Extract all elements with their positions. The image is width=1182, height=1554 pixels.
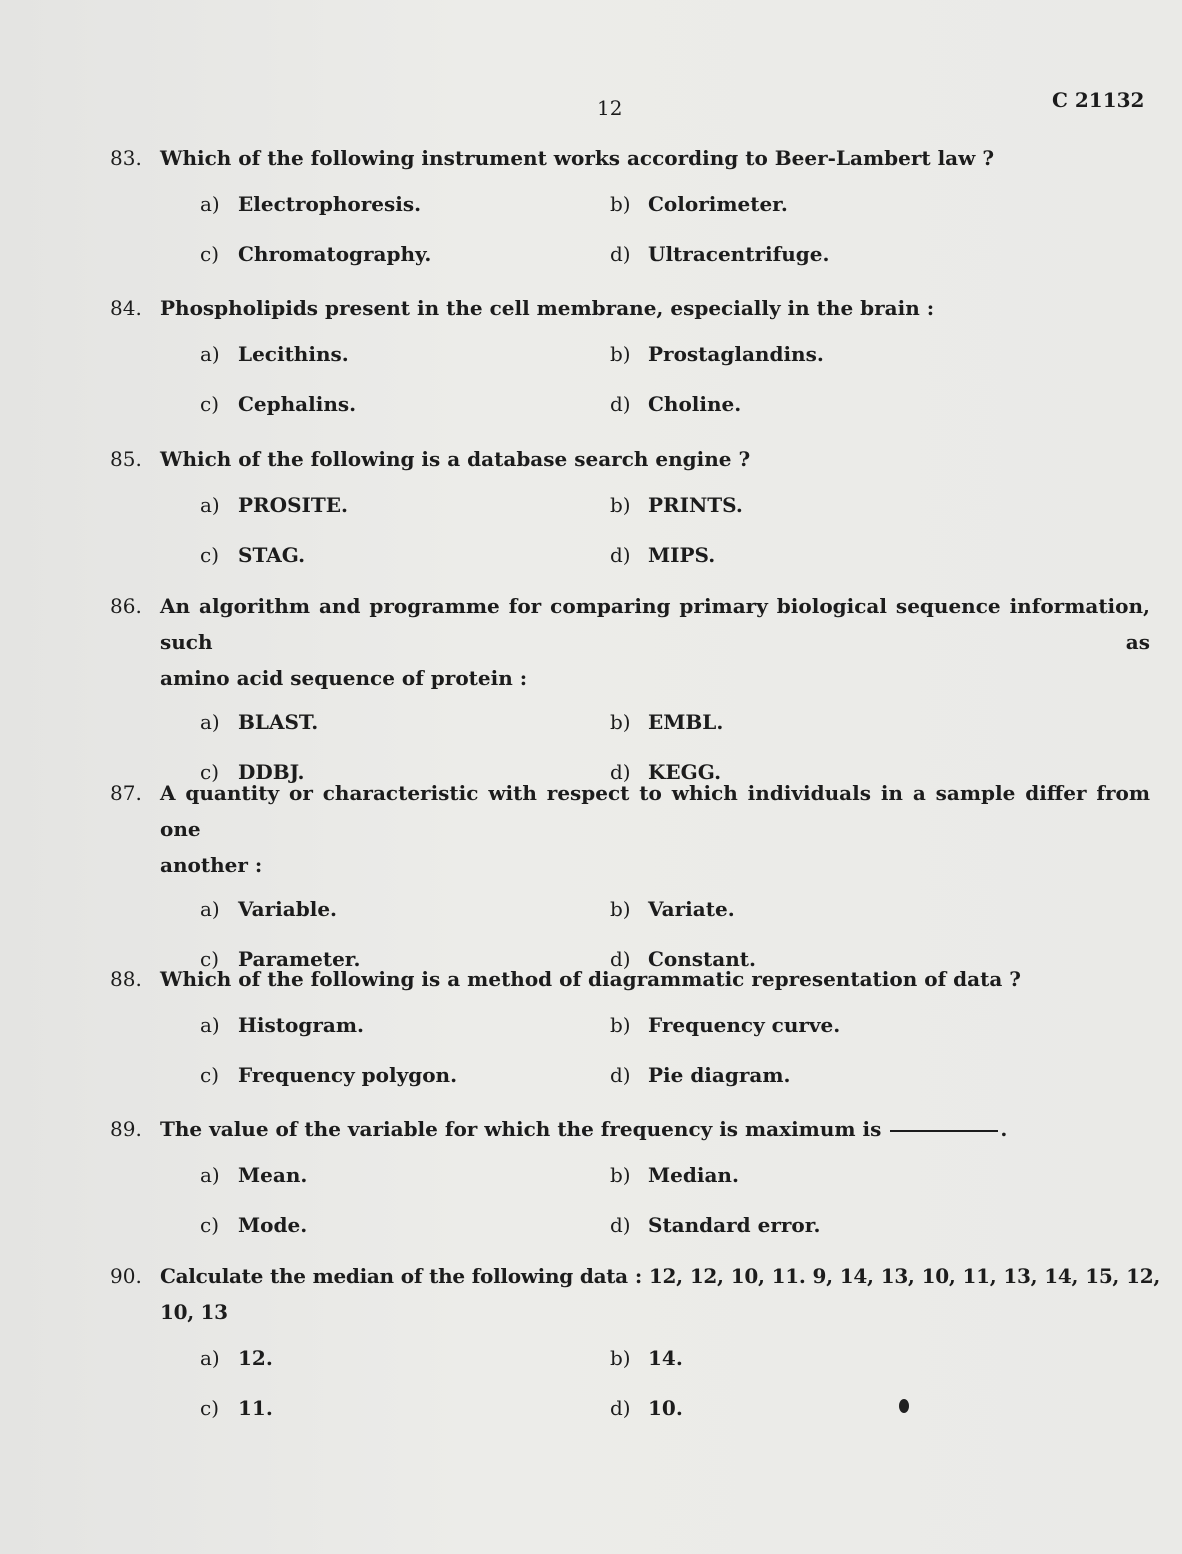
- ink-blot: [899, 1399, 909, 1413]
- option-b: b) Colorimeter.: [610, 192, 788, 216]
- option-a: a) PROSITE.: [200, 493, 348, 517]
- option-c: c) STAG.: [200, 543, 306, 567]
- option-d: d) Ultracentrifuge.: [610, 242, 830, 266]
- question-text-line-1: An algorithm and programme for comparing primary biological sequence information, such as: [160, 594, 1150, 654]
- question-84: [110, 290, 1150, 442]
- page-number: 12: [597, 96, 623, 120]
- option-b: b) Median.: [610, 1163, 739, 1187]
- question-number: 83.: [110, 146, 142, 170]
- question-text-end: .: [1000, 1117, 1008, 1141]
- question-89: [110, 1111, 1150, 1263]
- question-text: Which of the following instrument works according to Beer-Lambert law ?: [160, 146, 995, 170]
- option-b: b) Frequency curve.: [610, 1013, 841, 1037]
- option-c: c) Chromatography.: [200, 242, 432, 266]
- option-a: a) Lecithins.: [200, 342, 349, 366]
- question-number: 88.: [110, 967, 142, 991]
- question-number: 86.: [110, 594, 142, 618]
- option-d: d) 10.: [610, 1396, 683, 1420]
- option-a: a) Histogram.: [200, 1013, 364, 1037]
- option-a: a) Variable.: [200, 897, 338, 921]
- option-d: d) Choline.: [610, 392, 742, 416]
- option-d: d) Constant.: [610, 947, 756, 971]
- question-number: 89.: [110, 1117, 142, 1141]
- question-88: [110, 961, 1150, 1113]
- option-c: c) Mode.: [200, 1213, 308, 1237]
- question-text: Calculate the median of the following data : 12, 12, 10, 11. 9, 14, 13, 10, 11, 13, 14, 15, 12, 10, 13: [160, 1264, 1160, 1324]
- question-90: [110, 1258, 1160, 1446]
- question-83: [110, 140, 1150, 292]
- question-number: 84.: [110, 296, 142, 320]
- option-a: a) 12.: [200, 1346, 273, 1370]
- question-text: Which of the following is a method of diagrammatic representation of data ?: [160, 967, 1021, 991]
- option-b: b) PRINTS.: [610, 493, 743, 517]
- option-d: d) KEGG.: [610, 760, 722, 784]
- option-b: b) Prostaglandins.: [610, 342, 824, 366]
- question-text: The value of the variable for which the frequency is maximum is: [160, 1117, 882, 1141]
- answer-blank: [890, 1130, 998, 1132]
- question-text-line-2: amino acid sequence of protein :: [160, 666, 528, 690]
- option-d: d) MIPS.: [610, 543, 716, 567]
- option-a: a) BLAST.: [200, 710, 319, 734]
- option-d: d) Standard error.: [610, 1213, 821, 1237]
- question-number: 87.: [110, 781, 142, 805]
- question-number: 90.: [110, 1264, 142, 1288]
- option-b: b) EMBL.: [610, 710, 724, 734]
- question-text-line-1: A quantity or characteristic with respect to which individuals in a sample differ from one: [160, 781, 1150, 841]
- paper-code: C 21132: [1052, 88, 1145, 112]
- question-85: [110, 441, 1150, 593]
- option-c: c) Parameter.: [200, 947, 361, 971]
- option-a: a) Mean.: [200, 1163, 308, 1187]
- option-c: c) 11.: [200, 1396, 273, 1420]
- option-c: c) Frequency polygon.: [200, 1063, 458, 1087]
- question-text: Phospholipids present in the cell membrane, especially in the brain :: [160, 296, 935, 320]
- option-c: c) Cephalins.: [200, 392, 357, 416]
- question-text-line-2: another :: [160, 853, 263, 877]
- option-a: a) Electrophoresis.: [200, 192, 422, 216]
- question-text: Which of the following is a database search engine ?: [160, 447, 751, 471]
- option-b: b) Variate.: [610, 897, 735, 921]
- option-d: d) Pie diagram.: [610, 1063, 791, 1087]
- option-b: b) 14.: [610, 1346, 683, 1370]
- question-number: 85.: [110, 447, 142, 471]
- option-c: c) DDBJ.: [200, 760, 305, 784]
